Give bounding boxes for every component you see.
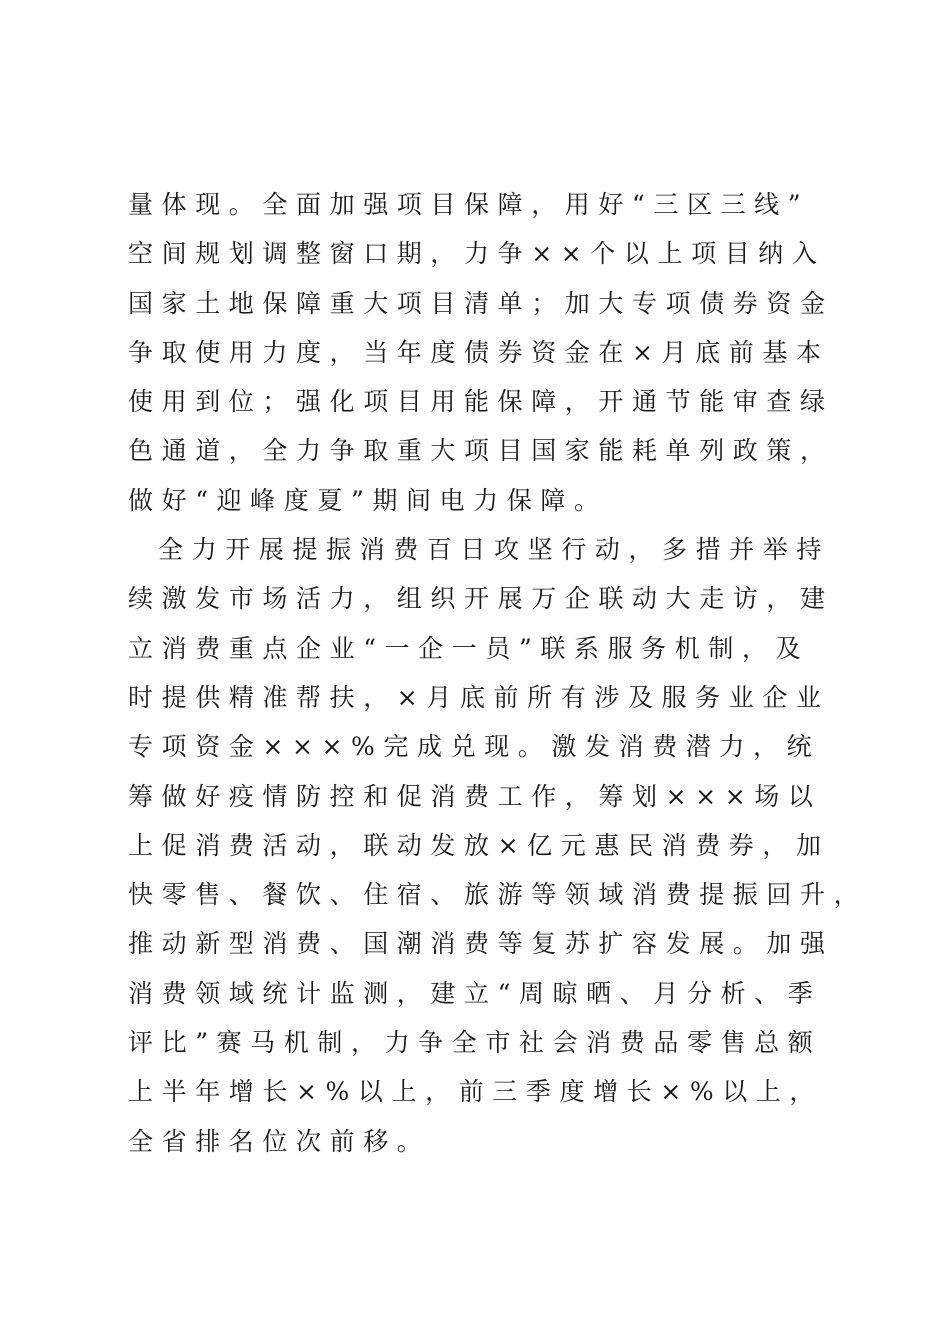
text-line: 量体现。全面加强项目保障，用好“三区三线” <box>128 190 810 219</box>
text-line: 消费领域统计监测，建立“周晾晒、月分析、季 <box>128 978 822 1008</box>
text-line: 推动新型消费、国潮消费等复苏扩容发展。加强 <box>128 929 834 959</box>
text-line: 上半年增长×%以上，前三季度增长×%以上， <box>128 1077 824 1107</box>
text-line: 全省排名位次前移。 <box>128 1126 431 1156</box>
text-line: 专项资金×××%完成兑现。激发消费潜力，统 <box>128 732 821 762</box>
text-line: 评比”赛马机制，力争全市社会消费品零售总额 <box>128 1028 822 1058</box>
text-line: 争取使用力度，当年度债券资金在×月底前基本 <box>128 337 830 367</box>
text-line: 筹做好疫情防控和促消费工作，筹划×××场以 <box>128 781 822 811</box>
text-line: 上促消费活动，联动发放×亿元惠民消费券，加 <box>128 830 830 860</box>
text-line: 空间规划调整窗口期，力争××个以上项目纳入 <box>128 239 826 269</box>
text-line: 国家土地保障重大项目清单；加大专项债券资金 <box>128 288 834 318</box>
text-line: 时提供精准帮扶，×月底前所有涉及服务业企业 <box>128 682 830 712</box>
text-line: 做好“迎峰度夏”期间电力保障。 <box>128 485 608 515</box>
text-line: 快零售、餐饮、住宿、旅游等领域消费提振回升， <box>128 880 868 910</box>
paragraph-start-line: 全力开展提振消费百日攻坚行动，多措并举持 <box>158 535 831 565</box>
text-line: 立消费重点企业“一企一员”联系服务机制，及 <box>128 633 810 663</box>
text-line: 色通道，全力争取重大项目国家能耗单列政策， <box>128 436 834 466</box>
text-line: 续激发市场活力，组织开展万企联动大走访，建 <box>128 584 834 614</box>
body-text <box>128 180 868 1166</box>
text-line: 使用到位；强化项目用能保障，开通节能审查绿 <box>128 387 834 417</box>
